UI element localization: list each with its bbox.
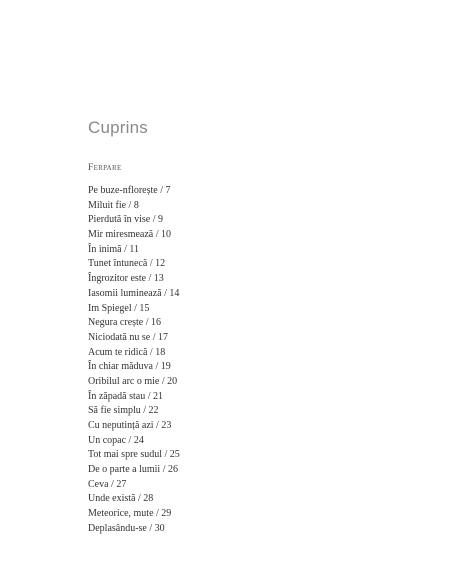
toc-entry: Iasomii luminează / 14 [88, 287, 180, 299]
toc-entry: Unde există / 28 [88, 493, 154, 505]
toc-entry: Niciodată nu se / 17 [88, 331, 168, 343]
toc-entry: Im Spiegel / 15 [88, 302, 150, 314]
toc-entry: Cu neputință azi / 23 [88, 420, 172, 431]
toc-entry: Ceva / 27 [88, 478, 127, 490]
section-heading: Ferpare [88, 163, 122, 173]
toc-entry: Miluit fie / 8 [88, 199, 139, 211]
toc-entry: Tot mai spre sudul / 25 [88, 449, 180, 461]
page-title: Cuprins [88, 118, 148, 137]
toc-entry: Tunet întunecă / 12 [88, 258, 166, 270]
toc-entry: De o parte a lumii / 26 [88, 464, 178, 476]
toc-entry: Meteorice, mute / 29 [88, 508, 172, 520]
toc-entry: Mir miresmează / 10 [88, 229, 172, 241]
toc-entry: Deplasându-se / 30 [88, 522, 165, 534]
toc-entry: În inimă / 11 [88, 243, 140, 255]
toc-entry: În zăpadă stau / 21 [88, 390, 163, 402]
toc-entry: Să fie simplu / 22 [88, 405, 159, 417]
toc-entry: Acum te ridică / 18 [88, 346, 166, 358]
toc-entry: Un copac / 24 [88, 434, 144, 446]
toc-entry: Pe buze-nflorește / 7 [88, 185, 171, 196]
toc-entry: În chiar măduva / 19 [88, 361, 171, 373]
toc-entry: Îngrozitor este / 13 [88, 273, 164, 285]
toc-entry: Negura crește / 16 [88, 317, 162, 329]
table-of-contents [88, 184, 180, 537]
toc-entry: Oribilul arc o mie / 20 [88, 375, 178, 387]
toc-entry: Pierdută în vise / 9 [88, 214, 163, 226]
